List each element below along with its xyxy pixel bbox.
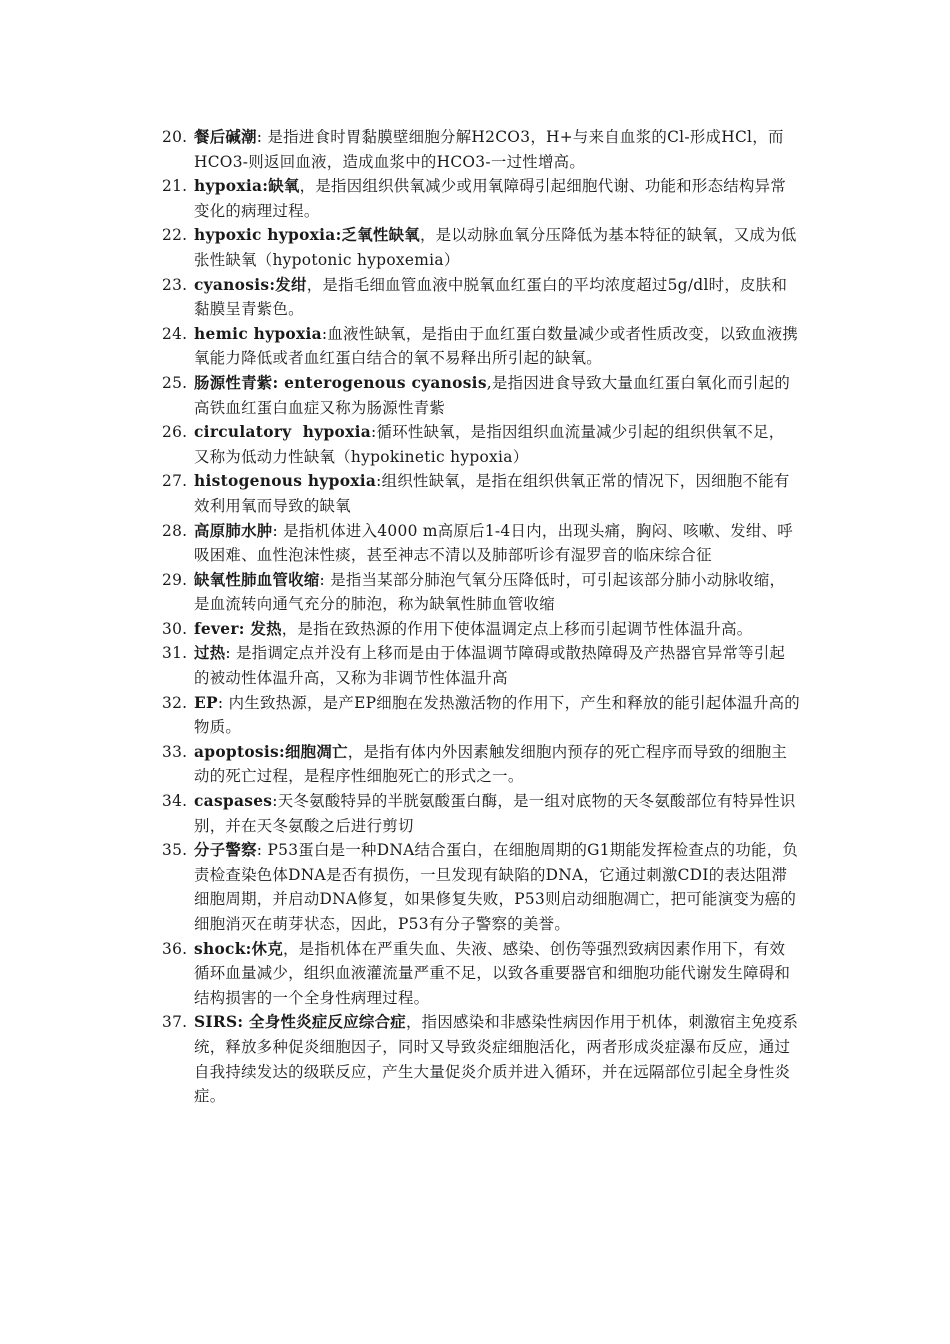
entry-number: 31. (162, 644, 188, 663)
entry-term: hypoxic hypoxia:乏氧性缺氧 (194, 226, 420, 245)
entry-number: 22. (162, 226, 188, 245)
entry-definition: ，是以动脉血氧分压降低为基本特征的缺氧，又成为低张性缺氧（hypotonic hypoxemia） (194, 226, 797, 269)
entry-definition: ，是指有体内外因素触发细胞内预存的死亡程序而导致的细胞主动的死亡过程，是程序性细胞死亡的形式之一。 (194, 742, 788, 786)
entry-number: 26. (162, 423, 188, 442)
entry-number: 37. (162, 1013, 188, 1032)
entry-term: SIRS: 全身性炎症反应综合症 (194, 1013, 406, 1032)
entry-number: 34. (162, 792, 188, 811)
entry-number: 25. (162, 373, 188, 392)
entry-term: histogenous hypoxia (194, 472, 377, 491)
entry-definition: :组织性缺氧，是指在组织供氧正常的情况下，因细胞不能有效利用氧而导致的缺氧 (194, 472, 790, 515)
entry-term: EP (194, 693, 218, 712)
entry-definition: :血液性缺氧，是指由于血红蛋白数量减少或者性质改变，以致血液携氧能力降低或者血红蛋白结合的氧不易释出所引起的缺氧。 (194, 324, 799, 368)
entry-term: circulatory hypoxia (194, 423, 372, 442)
entry-number: 29. (162, 570, 188, 589)
entry-term: 过热 (194, 644, 226, 663)
entry-definition: ，指因感染和非感染性病因作用于机体，刺激宿主免疫系统，释放多种促炎细胞因子，同时又导致炎症细胞活化，两者形成炎症瀑布反应，通过自我持续发达的级联反应，产生大量促炎介质并进入循环，并在远隔部位引起全身性炎症。 (194, 1013, 799, 1106)
entry-definition: ，是指因组织供氧减少或用氧障碍引起细胞代谢、功能和形态结构异常变化的病理过程。 (194, 177, 787, 220)
entry-number: 28. (162, 521, 188, 540)
glossary-entry-31 (160, 641, 800, 690)
entry-number: 23. (162, 275, 188, 294)
entry-term: 肠源性青紫: enterogenous cyanosis (194, 373, 487, 392)
glossary-entry-36 (160, 937, 800, 1011)
glossary-entry-35 (160, 838, 800, 936)
glossary-entry-20 (160, 125, 800, 174)
entry-number: 32. (162, 693, 188, 712)
entry-number: 30. (162, 619, 188, 638)
entry-number: 35. (162, 841, 188, 860)
glossary-entry-33 (160, 740, 800, 789)
entry-term: shock:休克 (194, 939, 284, 958)
entry-term: apoptosis:细胞凋亡 (194, 742, 348, 761)
entry-definition: : 是指调定点并没有上移而是由于体温调节障碍或散热障碍及产热器官异常等引起的被动性体温升高，又称为非调节性体温升高 (194, 644, 786, 688)
entry-number: 24. (162, 324, 188, 343)
glossary-list (160, 125, 800, 1109)
glossary-entry-32 (160, 691, 800, 740)
entry-term: hypoxia:缺氧 (194, 177, 300, 196)
entry-definition: ，是指毛细血管血液中脱氧血红蛋白的平均浓度超过5g/dl时，皮肤和黏膜呈青紫色。 (194, 275, 788, 319)
entry-definition: : 内生致热源，是产EP细胞在发热激活物的作用下，产生和释放的能引起体温升高的物质。 (194, 693, 800, 737)
entry-term: 分子警察 (194, 841, 257, 860)
entry-definition: ，是指在致热源的作用下使体温调定点上移而引起调节性体温升高。 (281, 619, 753, 638)
entry-definition: : P53蛋白是一种DNA结合蛋白，在细胞周期的G1期能发挥检查点的功能，负责检查染色体DNA是否有损伤，一旦发现有缺陷的DNA，它通过刺激CDI的表达阻滞细胞周期，并启动DNA修复，如果修复失败，P53则启动细胞凋亡，把可能演变为癌的细胞消灭在萌芽状态，因此，P53有分子警察的美誉。 (194, 841, 799, 933)
entry-term: cyanosis:发绀 (194, 275, 307, 294)
glossary-entry-25 (160, 371, 800, 420)
entry-term: 缺氧性肺血管收缩 (194, 570, 320, 589)
entry-term: fever: 发热 (194, 619, 282, 638)
entry-definition: : 是指进食时胃黏膜壁细胞分解H2CO3，H+与来自血浆的Cl-形成HCl，而HCO3-则返回血液，造成血浆中的HCO3-一过性增高。 (194, 128, 784, 171)
entry-term: 高原肺水肿 (194, 521, 273, 540)
entry-definition: : 是指机体进入4000 m高原后1-4日内，出现头痛，胸闷、咳嗽、发绀、呼吸困难、血性泡沫性痰，甚至神志不清以及肺部听诊有湿罗音的临床综合征 (194, 521, 793, 565)
entry-term: caspases (194, 792, 273, 811)
glossary-entry-34 (160, 789, 800, 838)
glossary-entry-28 (160, 519, 800, 568)
entry-definition: :循环性缺氧，是指因组织血流量减少引起的组织供氧不足，又称为低动力性缺氧（hypokinetic hypoxia） (194, 423, 785, 466)
entry-definition: :天冬氨酸特异的半胱氨酸蛋白酶，是一组对底物的天冬氨酸部位有特异性识别，并在天冬氨酸之后进行剪切 (194, 792, 796, 835)
glossary-entry-29 (160, 568, 800, 617)
entry-number: 36. (162, 939, 188, 958)
entry-term: hemic hypoxia (194, 324, 322, 343)
glossary-entry-37 (160, 1010, 800, 1108)
glossary-entry-23 (160, 273, 800, 322)
glossary-entry-24 (160, 322, 800, 371)
entry-number: 21. (162, 177, 188, 196)
entry-definition: : 是指当某部分肺泡气氧分压降低时，可引起该部分肺小动脉收缩，是血流转向通气充分的肺泡，称为缺氧性肺血管收缩 (194, 570, 786, 614)
glossary-entry-22 (160, 223, 800, 272)
entry-number: 20. (162, 128, 188, 146)
glossary-entry-26 (160, 420, 800, 469)
glossary-entry-21 (160, 174, 800, 223)
glossary-entry-27 (160, 469, 800, 518)
entry-number: 27. (162, 472, 188, 491)
entry-definition: ，是指机体在严重失血、失液、感染、创伤等强烈致病因素作用下，有效循环血量减少，组织血液灌流量严重不足，以致各重要器官和细胞功能代谢发生障碍和结构损害的一个全身性病理过程。 (194, 939, 791, 1007)
glossary-entry-30 (160, 617, 800, 642)
entry-term: 餐后碱潮 (194, 128, 257, 146)
entry-definition: ,是指因进食导致大量血红蛋白氧化而引起的高铁血红蛋白血症又称为肠源性青紫 (194, 373, 791, 417)
entry-number: 33. (162, 742, 188, 761)
